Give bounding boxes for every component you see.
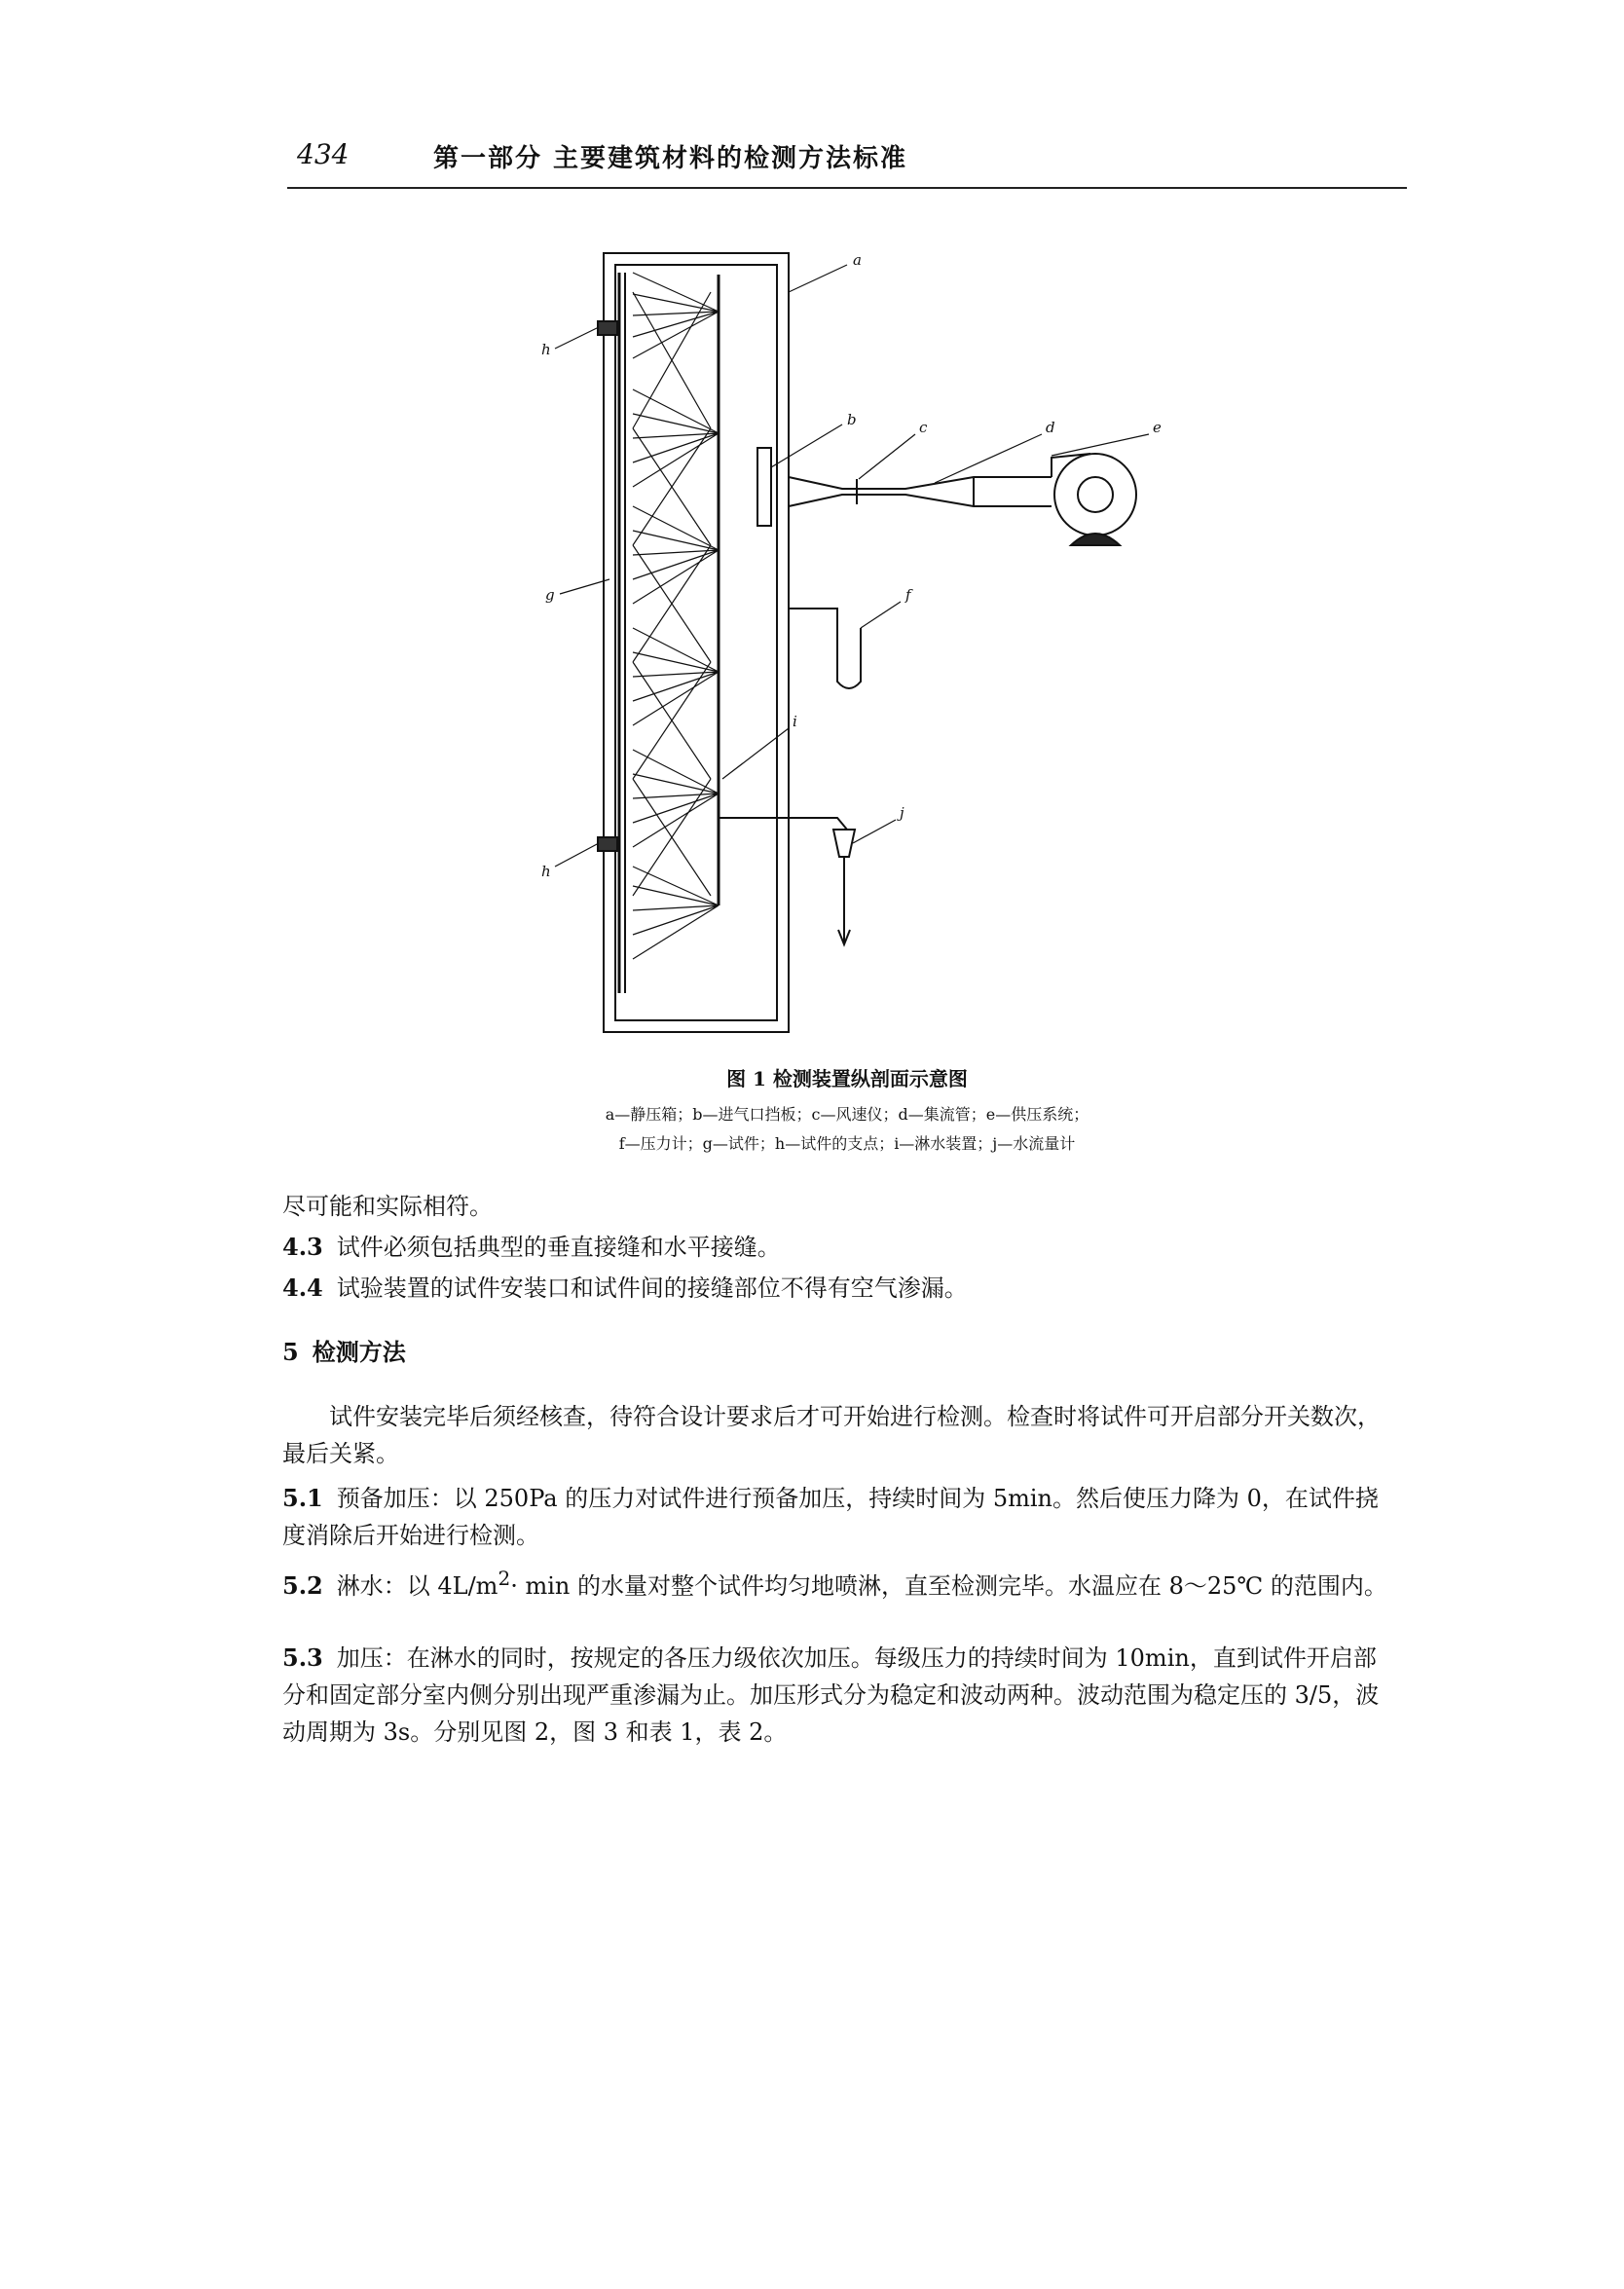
clause-text: 加压：在淋水的同时，按规定的各压力级依次加压。每级压力的持续时间为 10min，直到试件开启部分和固定部分室内侧分别出现严重渗漏为止。加压形式分为稳定和波动两种。波动范围为稳定压的 3/5，波动周期为 3s。分别见图 2，图 3 和表 1，表 2。 [282, 1644, 1380, 1746]
section-title: 检测方法 [312, 1338, 406, 1366]
clause-5-3 [282, 1640, 1392, 1751]
fan-outlet [1052, 454, 1090, 477]
label-j: j [900, 804, 904, 822]
support-top [598, 321, 617, 335]
duct-top [789, 477, 1052, 489]
clause-5-1 [282, 1480, 1392, 1554]
u-manometer [789, 609, 861, 688]
chamber-outer-wall [604, 253, 789, 1032]
clause-number: 4.3 [282, 1233, 323, 1261]
section-number: 5 [282, 1338, 299, 1366]
clause-4-3 [282, 1229, 1392, 1266]
duct-bottom [789, 495, 1052, 506]
support-bottom [598, 837, 617, 851]
label-g: g [545, 586, 555, 604]
clause-number: 5.2 [282, 1571, 323, 1600]
clause-4-4 [282, 1270, 1392, 1307]
page-number: 434 [297, 138, 350, 170]
figure-1 [506, 234, 1188, 1042]
apparatus-diagram [506, 234, 1188, 1042]
label-h-bottom: h [541, 863, 551, 880]
clause-text-a: 淋水：以 4L/m [336, 1572, 498, 1600]
clause-text: 试件必须包括典型的垂直接缝和水平接缝。 [336, 1234, 781, 1261]
clause-number: 5.1 [282, 1484, 323, 1512]
figure-legend-line-2: f—压力计；g—试件；h—试件的支点；i—淋水装置；j—水流量计 [618, 1134, 1076, 1153]
fan-hub [1078, 477, 1113, 512]
label-h-top: h [541, 341, 551, 358]
label-e: e [1153, 419, 1162, 436]
fan-base [1071, 534, 1120, 545]
clause-text: 试验装置的试件安装口和试件间的接缝部位不得有空气渗漏。 [336, 1274, 968, 1302]
continuation-text: 尽可能和实际相符。 [282, 1193, 493, 1220]
label-d: d [1046, 419, 1055, 436]
clause-number: 4.4 [282, 1274, 323, 1302]
label-b: b [847, 411, 857, 428]
clause-text: 预备加压：以 250Pa 的压力对试件进行预备加压，持续时间为 5min。然后使压力降为 0，在试件挠度消除后开始进行检测。 [282, 1485, 1379, 1549]
inlet-baffle [757, 448, 771, 526]
clause-5-2 [282, 1560, 1392, 1605]
label-f: f [905, 586, 911, 604]
page-header [287, 136, 1407, 189]
fan-housing [1054, 454, 1136, 535]
running-title: 第一部分 主要建筑材料的检测方法标准 [433, 144, 908, 173]
label-i: i [793, 713, 797, 730]
label-c: c [919, 419, 928, 436]
section-5-intro: 试件安装完毕后须经核查，待符合设计要求后才可开始进行检测。检查时将试件可开启部分开关数次，最后关紧。 [282, 1403, 1381, 1467]
clause-number: 5.3 [282, 1643, 323, 1672]
section-5-heading [282, 1334, 1392, 1371]
water-flowmeter [833, 830, 855, 857]
label-a: a [853, 251, 862, 269]
spray-nozzles [633, 273, 719, 959]
figure-caption-title: 图 1 检测装置纵剖面示意图 [726, 1067, 968, 1090]
water-supply-pipe [719, 818, 847, 830]
clause-superscript: 2 [498, 1567, 511, 1590]
clause-text-b: · min 的水量对整个试件均匀地喷淋，直至检测完毕。水温应在 8～25℃ 的范围内。 [510, 1572, 1387, 1600]
figure-legend-line-1: a—静压箱；b—进气口挡板；c—风速仪；d—集流管；e—供压系统； [605, 1105, 1089, 1124]
